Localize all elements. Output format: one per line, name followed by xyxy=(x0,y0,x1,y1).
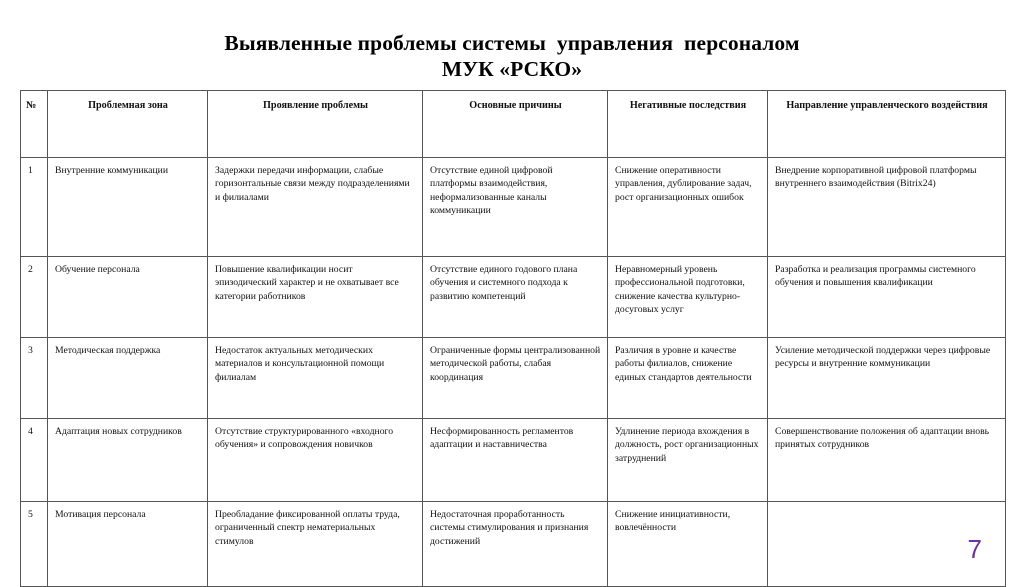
cell-consequences xyxy=(608,158,768,257)
cell-text: Разработка и реализация программы системного обучения и повышения квалификации xyxy=(775,264,976,289)
cell-text: Отсутствие единого годового плана обучения и системного подхода к развитию компетенций xyxy=(430,264,578,302)
cell-manifestation xyxy=(208,419,423,502)
column-header-causes: Основные причины xyxy=(423,91,608,158)
cell-number xyxy=(21,158,48,257)
cell-problem-zone xyxy=(48,257,208,338)
cell-text: Различия в уровне и качестве работы филиалов, снижение единых стандартов деятельности xyxy=(615,345,752,383)
cell-action xyxy=(768,338,1006,419)
cell-text: Отсутствие единой цифровой платформы взаимодействия, неформализованные каналы коммуникации xyxy=(430,165,553,217)
column-header-consequences: Негативные последствия xyxy=(608,91,768,158)
title-line-2: МУК «РСКО» xyxy=(441,57,583,81)
cell-text: Методическая поддержка xyxy=(55,345,161,356)
cell-text: Недостаточная проработанность системы стимулирования и признания достижений xyxy=(430,509,589,547)
table-row xyxy=(21,338,1006,419)
problems-table xyxy=(20,90,1006,587)
cell-text: 5 xyxy=(28,509,33,520)
cell-text: Ограниченные формы централизованной методической работы, слабая координация xyxy=(430,345,601,383)
cell-text: Несформированность регламентов адаптации и наставничества xyxy=(430,426,574,451)
cell-text: Обучение персонала xyxy=(55,264,140,275)
cell-causes xyxy=(423,502,608,587)
cell-causes xyxy=(423,419,608,502)
cell-problem-zone xyxy=(48,338,208,419)
cell-consequences xyxy=(608,257,768,338)
cell-text: Снижение оперативности управления, дублирование задач, рост организационных ошибок xyxy=(615,165,752,203)
cell-number xyxy=(21,502,48,587)
table-row xyxy=(21,257,1006,338)
cell-manifestation xyxy=(208,338,423,419)
cell-text: 3 xyxy=(28,345,33,356)
column-header-action: Направление управленческого воздействия xyxy=(768,91,1006,158)
page-title xyxy=(62,30,962,82)
cell-manifestation xyxy=(208,257,423,338)
cell-text: Внутренние коммуникации xyxy=(55,165,169,176)
cell-text: Усиление методической поддержки через цифровые ресурсы и внутренние коммуникации xyxy=(775,345,991,370)
cell-number xyxy=(21,419,48,502)
cell-manifestation xyxy=(208,502,423,587)
column-header-problem-zone: Проблемная зона xyxy=(48,91,208,158)
column-header-manifestation: Проявление проблемы xyxy=(208,91,423,158)
cell-action xyxy=(768,419,1006,502)
cell-action xyxy=(768,257,1006,338)
cell-text: Преобладание фиксированной оплаты труда, ограниченный спектр нематериальных стимулов xyxy=(215,509,400,547)
cell-consequences xyxy=(608,419,768,502)
cell-text: Совершенствование положения об адаптации вновь принятых сотрудников xyxy=(775,426,990,451)
table-row xyxy=(21,158,1006,257)
problems-table-container xyxy=(20,90,1005,587)
table-row xyxy=(21,502,1006,587)
cell-text: 2 xyxy=(28,264,33,275)
cell-number xyxy=(21,338,48,419)
cell-text: Неравномерный уровень профессиональной подготовки, снижение качества культурно-досуговых услуг xyxy=(615,264,745,316)
cell-problem-zone xyxy=(48,158,208,257)
column-header-number: № xyxy=(21,91,48,158)
cell-text: Повышение квалификации носит эпизодический характер и не охватывает все категории работников xyxy=(215,264,399,302)
cell-problem-zone xyxy=(48,502,208,587)
table-header-row xyxy=(21,91,1006,158)
cell-problem-zone xyxy=(48,419,208,502)
cell-causes xyxy=(423,158,608,257)
cell-text: Адаптация новых сотрудников xyxy=(55,426,182,437)
cell-text: Внедрение корпоративной цифровой платформы внутреннего взаимодействия (Bitrix24) xyxy=(775,165,977,190)
table-row xyxy=(21,419,1006,502)
title-line-1: Выявленные проблемы системы управления персоналом xyxy=(224,31,800,55)
cell-consequences xyxy=(608,502,768,587)
cell-text: Отсутствие структурированного «входного обучения» и сопровождения новичков xyxy=(215,426,394,451)
cell-action xyxy=(768,158,1006,257)
cell-text: Удлинение периода вхождения в должность, рост организационных затруднений xyxy=(615,426,759,464)
cell-causes xyxy=(423,257,608,338)
cell-text: 4 xyxy=(28,426,33,437)
cell-text: 1 xyxy=(28,165,33,176)
cell-consequences xyxy=(608,338,768,419)
cell-text: Мотивация персонала xyxy=(55,509,146,520)
cell-text: Задержки передачи информации, слабые горизонтальные связи между подразделениями и филиалами xyxy=(215,165,410,203)
cell-causes xyxy=(423,338,608,419)
cell-number xyxy=(21,257,48,338)
cell-manifestation xyxy=(208,158,423,257)
cell-text: Снижение инициативности, вовлечённости xyxy=(615,509,731,534)
cell-text: Недостаток актуальных методических материалов и консультационной помощи филиалам xyxy=(215,345,385,383)
table-body xyxy=(21,158,1006,587)
table-header xyxy=(21,91,1006,158)
page-number: 7 xyxy=(967,534,982,564)
